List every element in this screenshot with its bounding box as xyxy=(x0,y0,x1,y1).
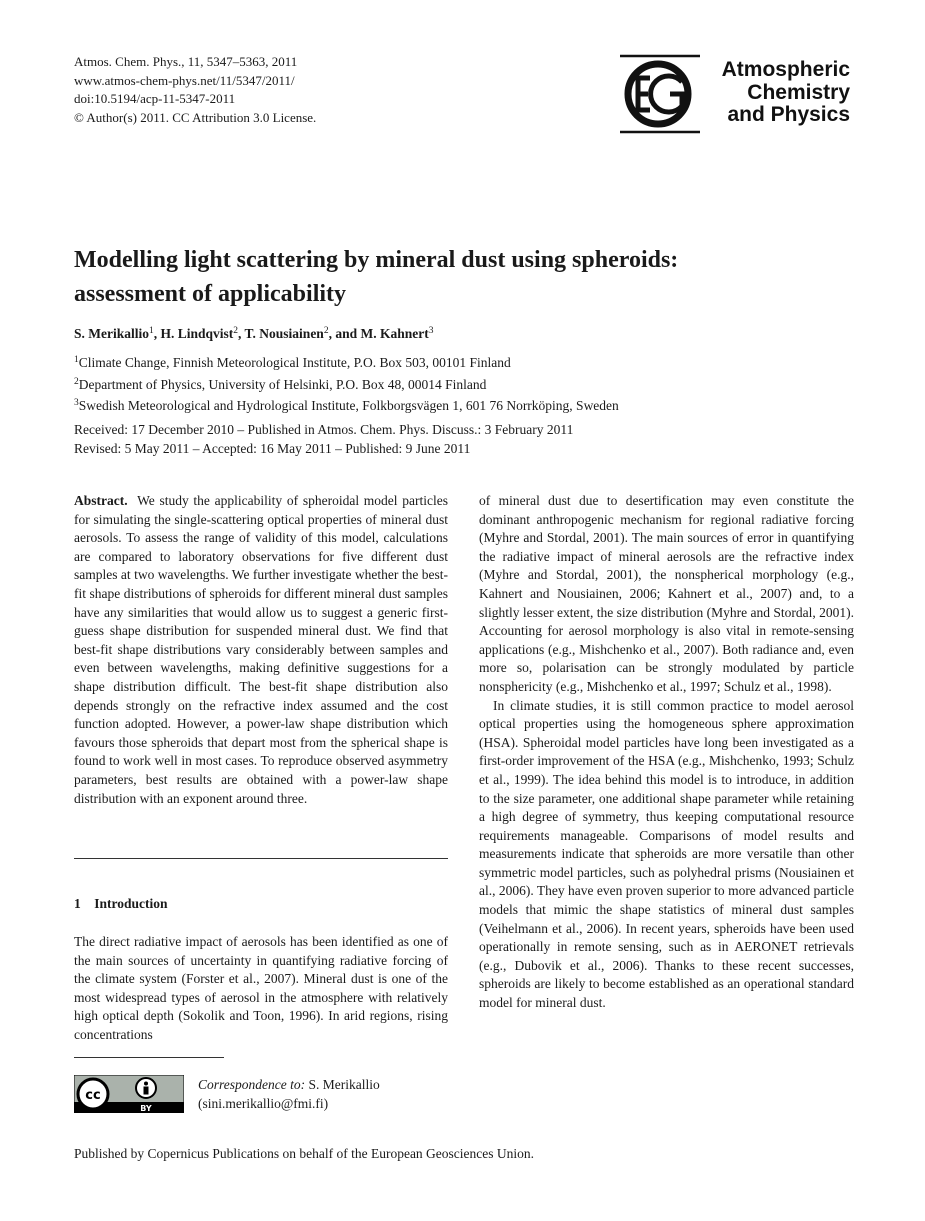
section-number: 1 xyxy=(74,896,81,911)
title-line-2: assessment of applicability xyxy=(74,281,347,307)
affiliation-text: Swedish Meteorological and Hydrological Institute, Folkborgsvägen 1, 601 76 Norrköping, Sweden xyxy=(78,398,619,413)
intro-text: The direct radiative impact of aerosols has been identified as one of the main sources of uncertainty in quantifying radiative forcing of the climate system (Forster et al., 2007). Mineral dust is one of the most widespread types of aerosol in the atmosphere with relatively high optical depth (Sokolik and Toon, 1996). In arid regions, rising concentrations xyxy=(74,934,448,1042)
author-affil-sup: 2 xyxy=(233,326,239,336)
right-column xyxy=(479,492,854,1013)
citation-block xyxy=(74,53,316,127)
license-line: © Author(s) 2011. CC Attribution 3.0 License. xyxy=(74,109,317,125)
affiliation-text: Department of Physics, University of Helsinki, P.O. Box 48, 00014 Finland xyxy=(78,376,487,392)
intro-paragraph xyxy=(74,933,448,1045)
logo-line-2: Chemistry xyxy=(747,80,850,104)
correspondence-email[interactable]: (sini.merikallio@fmi.fi) xyxy=(198,1095,329,1111)
affiliation xyxy=(74,373,619,395)
dates-line-2: Revised: 5 May 2011 – Accepted: 16 May 2011 – Published: 9 June 2011 xyxy=(74,440,471,456)
abstract-divider xyxy=(74,858,448,859)
author-name: M. Kahnert xyxy=(360,326,429,341)
doi[interactable]: doi:10.5194/acp-11-5347-2011 xyxy=(74,91,236,106)
svg-text:cc: cc xyxy=(85,1088,101,1103)
author-list xyxy=(74,326,433,342)
correspondence-label: Correspondence to: xyxy=(198,1077,306,1092)
cc-by-license-badge[interactable] xyxy=(74,1075,184,1113)
correspondence-name: S. Merikallio xyxy=(308,1077,380,1092)
paragraph: of mineral dust due to desertification may even constitute the dominant anthropogenic mechanism for regional radiative forcing (Myhre and Stordal, 2001). The main sources of error in quantifying the radiative impact of mineral aerosols are the refractive index (Myhre and Stordal, 2001), the nonspherical morphology (e.g., Kahnert and Nousiainen, 2006; Kahnert et al., 2007) and, to a slightly lesser extent, the size distribution (Myhre and Stordal, 2001). Accounting for aerosol morphology is also vital in remote-sensing applications (e.g., Mishchenko et al., 2007). Both radiance and, even more so, polarisation can be strongly modulated by particle nonsphericity (e.g., Mishchenko et al., 1997; Schulz et al., 1998). xyxy=(479,493,854,694)
author-separator: , and xyxy=(328,326,361,341)
title-line-1: Modelling light scattering by mineral dust using spheroids: xyxy=(74,247,679,273)
author-affil-sup: 2 xyxy=(323,326,329,336)
author-name: T. Nousiainen xyxy=(244,326,324,341)
section-title: Introduction xyxy=(94,896,168,911)
journal-name xyxy=(722,59,850,127)
correspondence xyxy=(198,1076,380,1113)
journal-url[interactable]: www.atmos-chem-phys.net/11/5347/2011/ xyxy=(74,72,295,88)
logo-line-3: and Physics xyxy=(727,103,850,126)
author-name: H. Lindqvist xyxy=(160,326,234,341)
dates-line-1: Received: 17 December 2010 – Published in Atmos. Chem. Phys. Discuss.: 3 February 2011 xyxy=(74,422,574,437)
author-separator: , xyxy=(238,326,245,341)
affiliation xyxy=(74,351,619,373)
paper-title xyxy=(74,243,854,311)
logo-line-1: Atmospheric xyxy=(721,58,850,81)
publisher-footer: Published by Copernicus Publications on behalf of the European Geosciences Union. xyxy=(74,1146,535,1161)
paragraph: In climate studies, it is still common practice to model aerosol optical properties using the homogeneous sphere approximation (HSA). Spheroidal model particles have long been investigated as a first-order improvement of the HSA (e.g., Mishchenko, 1993; Schulz et al., 1999). The idea behind this model is to introduce, in addition to the size parameter, one additional shape parameter while retaining a high degree of symmetry, thus keeping computational resource requirements manageable. Comparisons of model results and measurements indicate that spheroids are more versatile than other symmetric model particles, such as polyhedral prisms (Nousiainen et al., 2006). They have even proven superior to more advanced particle models that mimic the shape statistics of mineral dust samples (Veihelmann et al., 2006). In recent years, spheroids have been used operationally in remote sensing, such as in AERONET retrievals (e.g., Dubovik et al., 2006). Thanks to these recent successes, spheroids are likely to become established as an operational standard model for mineral dust. xyxy=(479,697,854,1011)
author-affil-sup: 3 xyxy=(428,326,434,336)
publication-dates xyxy=(74,421,573,458)
section-heading xyxy=(74,896,168,912)
cc-by-label: BY xyxy=(140,1104,152,1113)
journal-citation: Atmos. Chem. Phys., 11, 5347–5363, 2011 xyxy=(74,54,298,69)
abstract xyxy=(74,492,448,808)
abstract-label: Abstract. xyxy=(74,493,128,508)
affiliation-sup: 3 xyxy=(74,398,79,408)
footnote-divider xyxy=(74,1057,224,1058)
author-affil-sup: 1 xyxy=(149,326,154,336)
affiliation-sup: 1 xyxy=(74,355,79,365)
affiliation-text: Climate Change, Finnish Meteorological Institute, P.O. Box 503, 00101 Finland xyxy=(78,355,511,370)
affiliation-sup: 2 xyxy=(74,376,79,387)
journal-logo xyxy=(620,52,852,138)
egu-mark-icon xyxy=(620,52,706,138)
affiliation xyxy=(74,394,619,416)
abstract-text: We study the applicability of spheroidal model particles for simulating the single-scattering optical properties of mineral dust aerosols. To assess the range of validity of this model, calculations are compared to laboratory observations for five different dust samples at two wavelengths. We further investigate whether the best-fit shape distributions of spheroids for different mineral dust samples have any similarities that would allow us to suggest a generic first-guess shape distribution for suspended mineral dust. We find that best-fit shape distributions vary considerably between samples and even between wavelengths, making definitive suggestions for a shape distribution difficult. The best-fit shape distribution also depends strongly on the refractive index assumed and the cost function adopted. However, a power-law shape distribution which favours those spheroids that depart most from the spherical shape is found to work well in most cases. To reproduce observed asymmetry parameters, best results are obtained with a power-law shape distribution with an exponent around three. xyxy=(74,493,448,806)
affiliations xyxy=(74,351,619,416)
author-name: S. Merikallio xyxy=(74,326,149,341)
author-separator: , xyxy=(153,326,161,341)
